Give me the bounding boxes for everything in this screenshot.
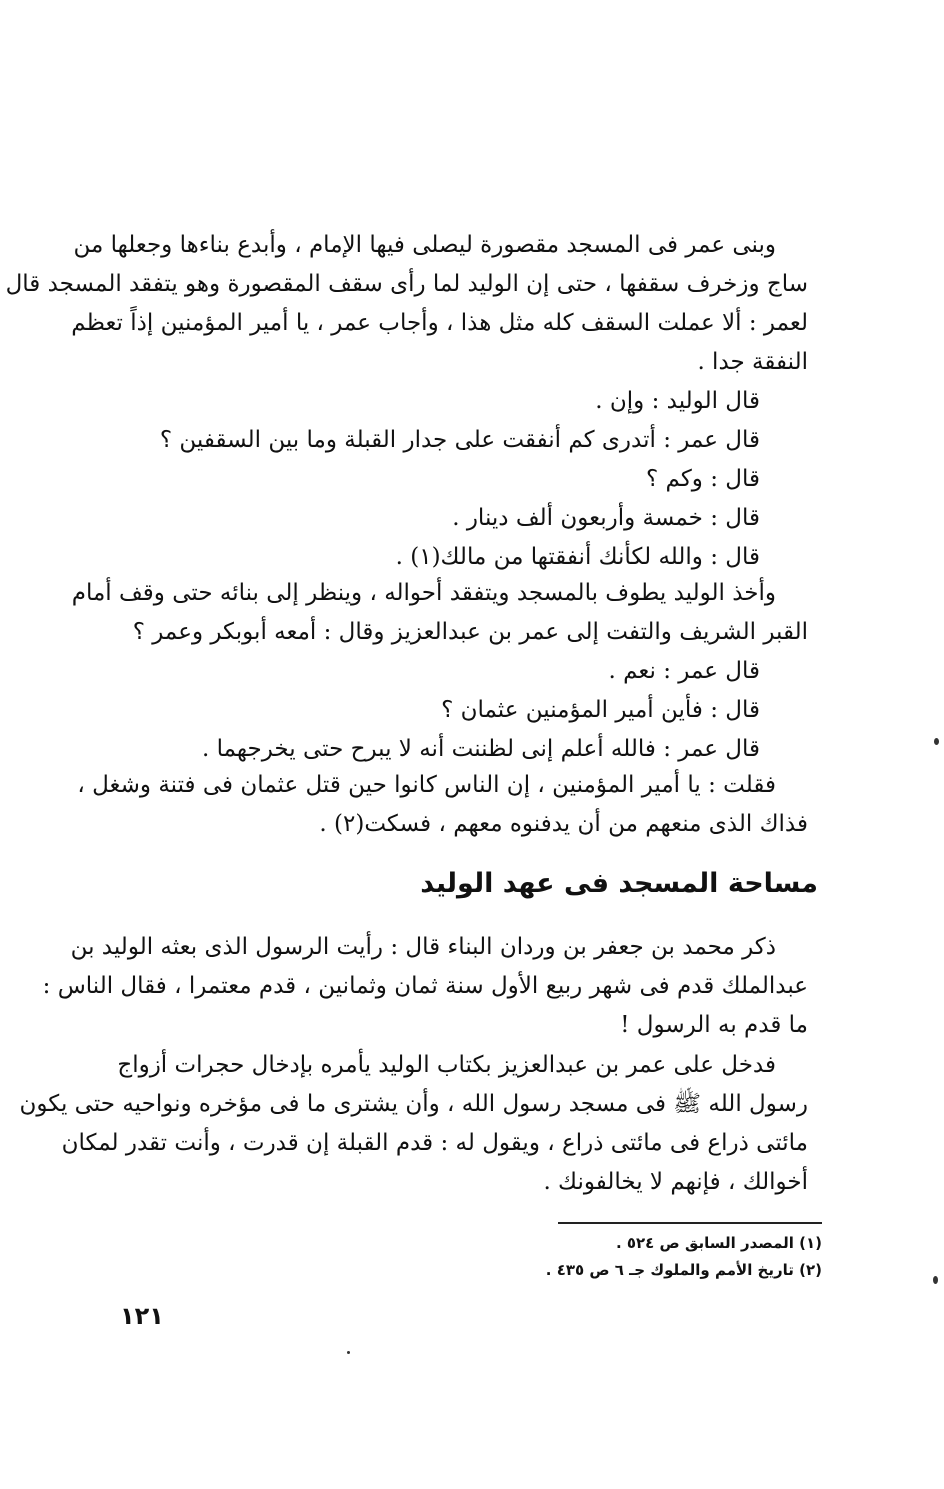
text-line: فذاك الذى منعهم من أن يدفنوه معهم ، فسكت(٢) . <box>319 811 808 837</box>
text-line: فقلت : يا أمير المؤمنين ، إن الناس كانوا حين قتل عثمان فى فتنة وشغل ، <box>77 772 776 798</box>
footnote: (١) المصدر السابق ص ٥٢٤ . <box>615 1234 822 1252</box>
text-line: أخوالك ، فإنهم لا يخالفونك . <box>543 1169 808 1195</box>
dialogue-line: قال الوليد : وإن . <box>595 388 760 414</box>
dialogue-block-1 <box>128 382 808 577</box>
section-heading: مساحة المسجد فى عهد الوليد <box>420 868 818 899</box>
text-line: القبر الشريف والتفت إلى عمر بن عبدالعزيز وقال : أمعه أبوبكر وعمر ؟ <box>132 619 808 645</box>
footnote-separator <box>558 1222 822 1224</box>
footnotes <box>420 1230 822 1284</box>
text-line: وأخذ الوليد يطوف بالمسجد ويتفقد أحواله ، وينظر إلى بنائه حتى وقف أمام <box>71 580 776 606</box>
text-line: ما قدم به الرسول ! <box>620 1012 808 1038</box>
dialogue-line: قال : خمسة وأربعون ألف دينار . <box>452 505 760 531</box>
paragraph-3 <box>77 766 808 844</box>
text-line: مائتى ذراع فى مائتى ذراع ، ويقول له : قدم القبلة إن قدرت ، وأنت تقدر لمكان <box>61 1130 808 1156</box>
page-number: ١٢١ <box>120 1302 164 1330</box>
scan-speck <box>347 1351 350 1354</box>
text-line: ساج وزخرف سقفها ، حتى إن الوليد لما رأى سقف المقصورة وهو يتفقد المسجد قال <box>5 271 808 297</box>
text-line: وبنى عمر فى المسجد مقصورة ليصلى فيها الإمام ، وأبدع بناءها وجعلها من <box>73 232 776 258</box>
dialogue-line: قال عمر : نعم . <box>608 658 760 684</box>
footnote: (٢) تاريخ الأمم والملوك جـ ٦ ص ٤٣٥ . <box>545 1261 822 1279</box>
dialogue-line: قال : فأين أمير المؤمنين عثمان ؟ <box>441 697 760 723</box>
paragraph-5 <box>19 1046 808 1202</box>
dialogue-line: قال : والله لكأنك أنفقتها من مالك(١) . <box>395 544 760 570</box>
paragraph-1 <box>5 226 808 382</box>
text-line: لعمر : ألا عملت السقف كله مثل هذا ، وأجاب عمر ، يا أمير المؤمنين إذاً تعظم <box>71 310 808 336</box>
text-line: ذكر محمد بن جعفر بن وردان البناء قال : رأيت الرسول الذى بعثه الوليد بن <box>70 934 776 960</box>
scan-speck <box>934 738 939 745</box>
text-line: النفقة جدا . <box>697 349 808 375</box>
dialogue-line: قال عمر : أتدرى كم أنفقت على جدار القبلة وما بين السقفين ؟ <box>159 427 760 453</box>
text-line: رسول الله ﷺ فى مسجد رسول الله ، وأن يشترى ما فى مؤخره ونواحيه حتى يكون <box>19 1091 808 1117</box>
text-line: فدخل على عمر بن عبدالعزيز بكتاب الوليد يأمره بإدخال حجرات أزواج <box>117 1052 776 1078</box>
dialogue-block-2 <box>128 652 808 769</box>
scan-speck <box>933 1276 938 1284</box>
dialogue-line: قال عمر : فالله أعلم إنى لظننت أنه لا يبرح حتى يخرجهما . <box>201 736 760 762</box>
text-line: عبدالملك قدم فى شهر ربيع الأول سنة ثمان وثمانين ، قدم معتمرا ، فقال الناس : <box>42 973 808 999</box>
dialogue-line: قال : وكم ؟ <box>646 466 760 492</box>
paragraph-2 <box>71 574 808 652</box>
paragraph-4 <box>42 928 808 1045</box>
